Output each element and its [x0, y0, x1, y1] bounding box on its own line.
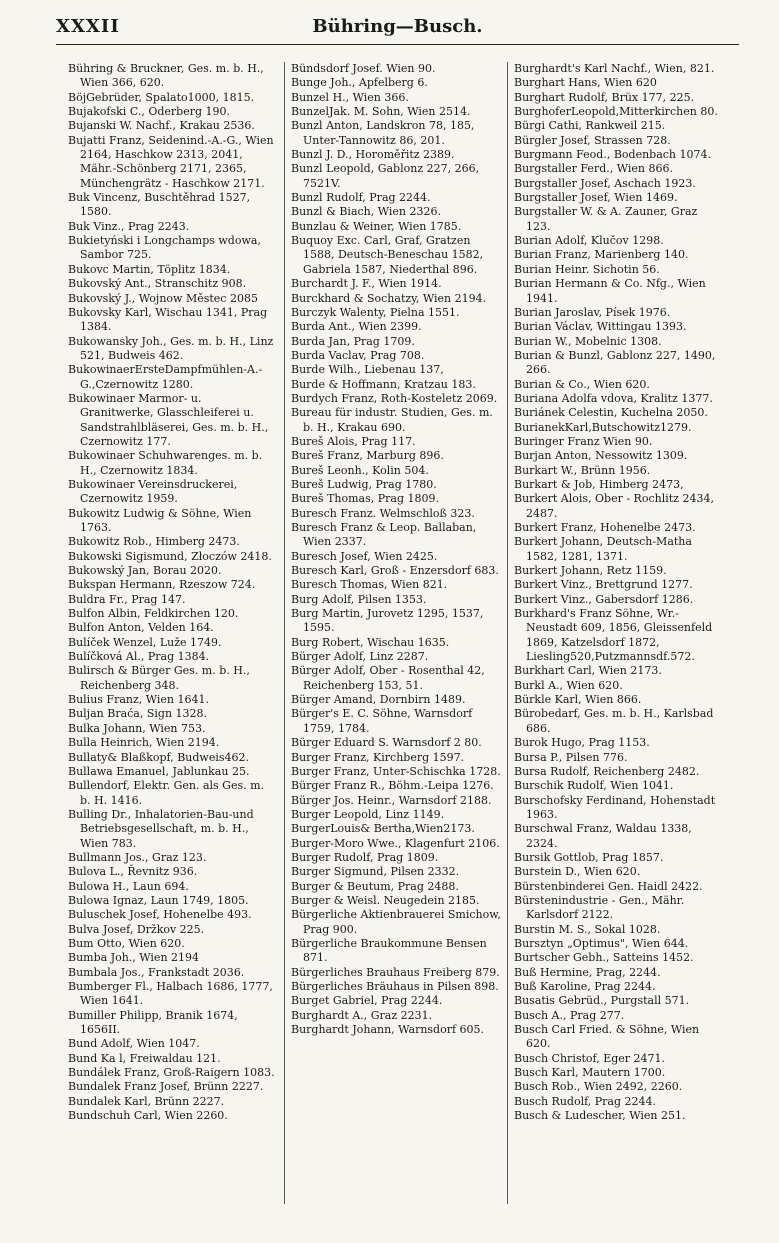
directory-entry: Bureš Franz, Marburg 896. — [291, 449, 444, 463]
directory-entry: Burjan Anton, Nessowitz 1309. — [514, 449, 688, 463]
directory-entry: Bujanski W. Nachf., Krakau 2536. — [68, 119, 255, 133]
directory-entry: Bürgerliche Braukommune Bensen 871. — [291, 936, 487, 965]
directory-entry: Bürstenindustrie - Gen., Mähr. Karlsdorf 2122. — [514, 893, 685, 922]
directory-entry: Buljan Braća, Sign 1328. — [68, 707, 208, 721]
directory-entry: Busch Rob., Wien 2492, 2260. — [514, 1080, 683, 1094]
directory-entry: Bund Ka l, Freiwaldau 121. — [68, 1051, 221, 1065]
directory-entry: Bulfon Anton, Velden 164. — [68, 621, 214, 635]
directory-entry: Bürger Adolf, Linz 2287. — [291, 650, 429, 664]
directory-entry: Bumiller Philipp, Branik 1674, 1656II. — [68, 1008, 238, 1037]
directory-entry: Buß Hermine, Prag, 2244. — [514, 965, 661, 979]
directory-entry: Burger Sigmund, Pilsen 2332. — [291, 865, 460, 879]
directory-entry: Bürkle Karl, Wien 866. — [514, 693, 642, 707]
directory-entry: Bukovsky Karl, Wischau 1341, Prag 1384. — [68, 305, 268, 334]
directory-entry: Bunzl & Biach, Wien 2326. — [291, 205, 441, 219]
directory-entry: Bukietyński i Longchamps wdowa, Sambor 725. — [68, 234, 261, 262]
directory-entry: Bundálek Franz, Groß-Raigern 1083. — [68, 1066, 275, 1080]
directory-entry: Burkl A., Wien 620. — [514, 678, 623, 692]
directory-entry: Buriánek Celestin, Kuchelna 2050. — [514, 406, 708, 420]
directory-entry: Buquoy Exc. Carl, Graf, Gratzen 1588, Deutsch-Beneschau 1582, Gabriela 1587, Niederthal 896. — [291, 234, 484, 276]
directory-entry: Bukowitz Ludwig & Söhne, Wien 1763. — [68, 506, 252, 534]
directory-entry: Bulfon Albin, Feldkirchen 120. — [68, 607, 239, 621]
directory-entry: Burckhard & Sochatzy, Wien 2194. — [291, 291, 487, 305]
column-1 — [62, 62, 284, 1204]
directory-entry: Burkert Alois, Ober - Rochlitz 2434, 2487. — [514, 492, 714, 520]
directory-entry: Bulowa H., Laun 694. — [68, 879, 189, 893]
directory-entry: Bukowansky Joh., Ges. m. b. H., Linz 521, Budweis 462. — [68, 334, 274, 362]
directory-entry: Burget Gabriel, Prag 2244. — [291, 994, 443, 1008]
directory-entry: Burghardt A., Graz 2231. — [291, 1008, 433, 1022]
directory-entry: Burok Hugo, Prag 1153. — [514, 736, 650, 750]
directory-entry: Bulka Johann, Wien 753. — [68, 721, 206, 735]
directory-entry: Buß Karoline, Prag 2244. — [514, 980, 656, 993]
directory-entry: Bureš Thomas, Prag 1809. — [291, 492, 439, 506]
directory-entry: BurianekKarl,Butschowitz1279. — [514, 420, 692, 434]
directory-entry: Buresch Franz. Welmschloß 323. — [291, 506, 475, 520]
directory-entry: Buresch Thomas, Wien 821. — [291, 578, 448, 592]
directory-entry: Bulowa Ignaz, Laun 1749, 1805. — [68, 893, 249, 907]
directory-entry: Burschwal Franz, Waldau 1338, 2324. — [514, 822, 692, 850]
directory-entry: Burde & Hoffmann, Kratzau 183. — [291, 377, 476, 391]
directory-entry: Bürger Jos. Heinr., Warnsdorf 2188. — [291, 793, 492, 807]
directory-entry: Bulova L., Řevnitz 936. — [68, 865, 198, 879]
directory-entry: Bühring & Bruckner, Ges. m. b. H., Wien 366, 620. — [68, 62, 264, 90]
directory-entry: Burda Vaclav, Prag 708. — [291, 348, 425, 362]
directory-entry: Bürgerliches Brauhaus Freiberg 879. — [291, 965, 500, 979]
directory-entry: Bullendorf, Elektr. Gen. als Ges. m. b. H. 1416. — [68, 779, 265, 807]
directory-entry: Burghart Rudolf, Brüx 177, 225. — [514, 90, 695, 104]
directory-entry: Burian & Co., Wien 620. — [514, 377, 650, 391]
directory-entry: Bumberger Fl., Halbach 1686, 1777, Wien 1641. — [68, 980, 273, 1008]
directory-entry: Buluschek Josef, Hohenelbe 493. — [68, 908, 252, 922]
directory-entry: Burg Martin, Jurovetz 1295, 1537, 1595. — [291, 607, 484, 635]
directory-entry: Bunzel H., Wien 366. — [291, 90, 409, 104]
directory-entry: Burkert Johann, Retz 1159. — [514, 564, 667, 578]
directory-entry: Bunzl Anton, Landskron 78, 185, Unter-Tannowitz 86, 201. — [291, 119, 475, 147]
directory-entry: BöjGebrüder, Spalato1000, 1815. — [68, 90, 255, 104]
directory-entry: Bundalek Franz Josef, Brünn 2227. — [68, 1080, 264, 1094]
directory-entry: Burde Wilh., Liebenau 137, — [291, 363, 444, 377]
directory-entry: Bunge Joh., Apfelberg 6. — [291, 76, 428, 90]
directory-entry: Bunzl J. D., Horoměřitz 2389. — [291, 148, 455, 162]
directory-entry: Busch A., Prag 277. — [514, 1008, 625, 1022]
page-header — [56, 14, 739, 45]
directory-entry: Bunzl Rudolf, Prag 2244. — [291, 191, 431, 205]
directory-entry: Bukovc Martin, Töplitz 1834. — [68, 262, 231, 276]
directory-entry: Busatis Gebrüd., Purgstall 571. — [514, 994, 690, 1008]
directory-entry: Bundschuh Carl, Wien 2260. — [68, 1109, 228, 1123]
directory-entry: Burian Adolf, Klučov 1298. — [514, 234, 664, 248]
directory-entry: Burian Václav, Wittingau 1393. — [514, 320, 687, 334]
directory-entry: Bursa Rudolf, Reichenberg 2482. — [514, 764, 700, 778]
directory-entry: BunzelJak. M. Sohn, Wien 2514. — [291, 105, 471, 119]
directory-entry: Bursik Gottlob, Prag 1857. — [514, 850, 664, 864]
directory-entry: Bujakofski C., Oderberg 190. — [68, 105, 231, 119]
directory-entry: Burgstaller Ferd., Wien 866. — [514, 162, 673, 176]
directory-entry: Burkhart Carl, Wien 2173. — [514, 664, 662, 678]
directory-entry: Burschik Rudolf, Wien 1041. — [514, 779, 674, 793]
directory-entry: Buringer Franz Wien 90. — [514, 434, 653, 448]
directory-entry: Bursa P., Pilsen 776. — [514, 750, 628, 764]
directory-entry: Buresch Josef, Wien 2425. — [291, 549, 438, 563]
directory-entry: Busch Rudolf, Prag 2244. — [514, 1094, 657, 1108]
directory-entry: Bürgi Cathi, Rankweil 215. — [514, 119, 666, 133]
directory-entry: Bureš Leonh., Kolin 504. — [291, 463, 429, 477]
directory-entry: Bulius Franz, Wien 1641. — [68, 693, 209, 707]
directory-entry: Burkert Vinz., Brettgrund 1277. — [514, 578, 693, 592]
directory-entry: Burger-Moro Wwe., Klagenfurt 2106. — [291, 836, 500, 850]
directory-entry: Burgstaller Josef, Wien 1469. — [514, 191, 678, 205]
directory-entry: Bürger Franz R., Böhm.-Leipa 1276. — [291, 779, 494, 793]
page-title: Bühring—Busch. — [312, 16, 483, 37]
directory-entry: Bumbala Jos., Frankstadt 2036. — [68, 965, 245, 979]
directory-entry: Burger & Beutum, Prag 2488. — [291, 879, 459, 893]
directory-entry: Bürger's E. C. Söhne, Warnsdorf 1759, 1784. — [291, 707, 473, 735]
directory-entry: Burtscher Gebh., Satteins 1452. — [514, 951, 694, 965]
directory-entry: Bujatti Franz, Seidenind.-A.-G., Wien 2164, Haschkow 2313, 2041, Mähr.-Schönberg 2171, 2365, Münchengrätz - Haschkow 2171. — [68, 133, 274, 190]
directory-entry: Burian W., Mobelnic 1308. — [514, 334, 662, 348]
directory-entry: Burian Heinr. Sichotin 56. — [514, 262, 660, 276]
directory-entry: Bulíček Wenzel, Luže 1749. — [68, 635, 222, 649]
directory-entry: Bürger Eduard S. Warnsdorf 2 80. — [291, 736, 482, 750]
directory-entry: Burgstaller W. & A. Zauner, Graz 123. — [514, 205, 698, 233]
directory-entry: Bulling Dr., Inhalatorien-Bau-und Betriebsgesellschaft, m. b. H., Wien 783. — [68, 807, 254, 850]
directory-entry: Bukovský Ant., Stranschitz 908. — [68, 277, 247, 291]
directory-entry: Buresch Karl, Groß - Enzersdorf 683. — [291, 564, 499, 578]
directory-entry: Busch Carl Fried. & Söhne, Wien 620. — [514, 1023, 700, 1051]
directory-entry: Burghart Hans, Wien 620 — [514, 76, 657, 90]
directory-entry: Bullaty& Blaßkopf, Budweis462. — [68, 750, 249, 764]
directory-entry: Bureau für industr. Studien, Ges. m. b. H., Krakau 690. — [291, 406, 493, 434]
directory-entry: Burkert Johann, Deutsch-Matha 1582, 1281, 1371. — [514, 535, 692, 563]
directory-entry: Bukovský J., Wojnow Městec 2085 — [68, 291, 258, 305]
directory-entry: Bund Adolf, Wien 1047. — [68, 1037, 200, 1051]
directory-entry: Bukowinaer Marmor- u. Granitwerke, Glasschleiferei u. Sandstrahlbläserei, Ges. m. b. H., Czernowitz 177. — [68, 391, 269, 448]
directory-entry: Burian Franz, Marienberg 140. — [514, 248, 689, 262]
directory-entry: Bukowitz Rob., Himberg 2473. — [68, 535, 240, 549]
directory-entry: Bulíčková Al., Prag 1384. — [68, 650, 210, 664]
directory-entry: BurghoferLeopold,Mitterkirchen 80. — [514, 105, 718, 119]
directory-entry: Burgstaller Josef, Aschach 1923. — [514, 176, 696, 190]
directory-entry: BurgerLouis& Bertha,Wien2173. — [291, 822, 475, 836]
directory-entry: Bukowski Sigismund, Złoczów 2418. — [68, 549, 272, 563]
directory-entry: Burda Jan, Prag 1709. — [291, 334, 415, 348]
directory-entry: Bürger Adolf, Ober - Rosenthal 42, Reichenberg 153, 51. — [291, 664, 485, 692]
directory-entry: Burdych Franz, Roth-Kosteletz 2069. — [291, 391, 498, 405]
directory-entry: Bulva Josef, Držkov 225. — [68, 922, 205, 936]
directory-entry: Burger Leopold, Linz 1149. — [291, 807, 445, 821]
directory-entry: Burger & Weisl. Neugedein 2185. — [291, 893, 480, 907]
directory-entry: Bukspan Hermann, Rzeszow 724. — [68, 578, 256, 592]
directory-entry: Burian & Bunzl, Gablonz 227, 1490, 266. — [514, 348, 716, 377]
directory-entry: Burkert Vinz., Gabersdorf 1286. — [514, 592, 694, 606]
directory-entry: Burger Franz, Kirchberg 1597. — [291, 750, 465, 764]
directory-columns — [62, 62, 732, 1204]
directory-entry: Burian Jaroslav, Písek 1976. — [514, 305, 671, 319]
directory-entry: Busch Christof, Eger 2471. — [514, 1051, 666, 1065]
directory-entry: Burkart & Job, Himberg 2473, — [514, 477, 684, 491]
directory-entry: Bulla Heinrich, Wien 2194. — [68, 736, 220, 750]
directory-entry: Burczyk Walenty, Pielna 1551. — [291, 305, 460, 319]
directory-entry: Buk Vinz., Prag 2243. — [68, 219, 190, 233]
directory-entry: Burger Franz, Unter-Schischka 1728. — [291, 764, 501, 778]
directory-entry: Bullmann Jos., Graz 123. — [68, 850, 207, 864]
directory-entry: Bürobedarf, Ges. m. b. H., Karlsbad 686. — [514, 707, 714, 735]
directory-entry: Buldra Fr., Prag 147. — [68, 592, 186, 606]
directory-entry: Burger Rudolf, Prag 1809. — [291, 850, 439, 864]
directory-entry: Burkert Franz, Hohenelbe 2473. — [514, 521, 696, 534]
directory-entry: Bundalek Karl, Brünn 2227. — [68, 1094, 225, 1108]
directory-entry: Bürstenbinderei Gen. Haidl 2422. — [514, 879, 703, 893]
directory-entry: Bürgerliches Bräuhaus in Pilsen 898. — [291, 980, 499, 993]
directory-entry: Bürgler Josef, Strassen 728. — [514, 133, 671, 147]
directory-entry: Burg Adolf, Pilsen 1353. — [291, 592, 427, 606]
directory-entry: Busch & Ludescher, Wien 251. — [514, 1109, 686, 1123]
directory-entry: Buresch Franz & Leop. Ballaban, Wien 2337. — [291, 521, 477, 549]
directory-entry: Burstein D., Wien 620. — [514, 865, 641, 879]
directory-entry: Burghardt Johann, Warnsdorf 605. — [291, 1023, 485, 1037]
directory-entry: Burschofsky Ferdinand, Hohenstadt 1963. — [514, 793, 716, 821]
directory-entry: Burg Robert, Wischau 1635. — [291, 635, 450, 649]
directory-entry: Burkhard's Franz Söhne, Wr.-Neustadt 609, 1856, Gleissenfeld 1869, Katzelsdorf 1872, Liesling520,Putzmannsdf.572. — [514, 607, 713, 664]
column-3 — [507, 62, 730, 1204]
directory-entry: Bürger Amand, Dornbirn 1489. — [291, 693, 466, 707]
directory-entry: Bukowský Jan, Borau 2020. — [68, 564, 222, 578]
directory-entry: Bureš Alois, Prag 117. — [291, 434, 416, 448]
column-2 — [284, 62, 507, 1204]
directory-entry: Burda Ant., Wien 2399. — [291, 320, 422, 334]
directory-entry: Bukowinaer Schuhwarenges. m. b. H., Czernowitz 1834. — [68, 449, 263, 477]
directory-entry: Burstin M. S., Sokal 1028. — [514, 922, 661, 936]
page-number: XXXII — [56, 16, 120, 37]
directory-entry: Burkart W., Brünn 1956. — [514, 463, 651, 477]
directory-entry: Burgmann Feod., Bodenbach 1074. — [514, 148, 711, 162]
directory-entry: Buk Vincenz, Buschtěhrad 1527, 1580. — [68, 191, 251, 219]
directory-entry: Bukowinaer Vereinsdruckerei, Czernowitz 1959. — [68, 477, 238, 506]
directory-entry: Burghardt's Karl Nachf., Wien, 821. — [514, 62, 715, 75]
directory-entry: Bureš Ludwig, Prag 1780. — [291, 477, 437, 491]
directory-entry: Burchardt J. F., Wien 1914. — [291, 277, 442, 291]
directory-entry: Bum Otto, Wien 620. — [68, 936, 185, 950]
directory-entry: Bunzlau & Weiner, Wien 1785. — [291, 219, 462, 233]
directory-entry: Bumba Joh., Wien 2194 — [68, 951, 200, 965]
directory-entry: Bulirsch & Bürger Ges. m. b. H., Reichenberg 348. — [68, 664, 250, 692]
directory-entry: Bündsdorf Josef. Wien 90. — [291, 62, 436, 75]
directory-entry: Bullawa Emanuel, Jablunkau 25. — [68, 764, 250, 778]
directory-entry: Bursztyn „Optimus", Wien 644. — [514, 936, 689, 950]
directory-entry: Buriana Adolfa vdova, Kralitz 1377. — [514, 391, 713, 405]
directory-entry: Bürgerliche Aktienbrauerei Smichow, Prag 900. — [291, 908, 501, 936]
directory-entry: Bunzl Leopold, Gablonz 227, 266, 7521V. — [291, 162, 480, 190]
directory-entry: BukowinaerErsteDampfmühlen-A.-G.,Czernowitz 1280. — [68, 363, 263, 391]
directory-entry: Burian Hermann & Co. Nfg., Wien 1941. — [514, 277, 706, 305]
directory-entry: Busch Karl, Mautern 1700. — [514, 1066, 666, 1080]
